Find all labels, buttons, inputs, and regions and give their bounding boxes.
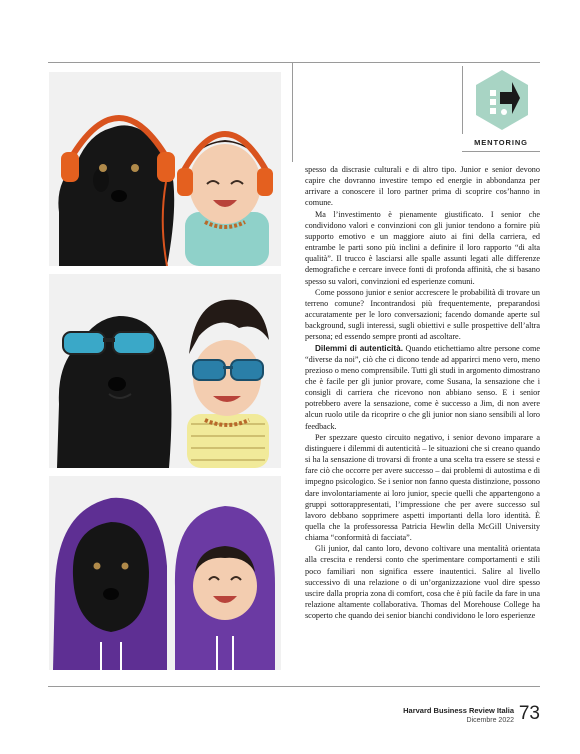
paragraph-4-text: Quando etichettiamo altre persone come “diverse da noi”, ciò che ci dicono tende ad apparirci meno vero, meno prezioso o meno comprensibile. Tutti gli studi in argomento dimostrano che è facile per gli junior provare, come Susana, la sensazione che i consigli di carriera che ricevono non abbiano senso. E i senior potrebbero avere la sensazione, come è successo a Jim, di non avere alcun ruolo utile da ricoprire o che gli junior non siano sensibili al loro feedback.	[305, 343, 540, 431]
badge-rule	[462, 66, 463, 134]
paragraph-5: Per spezzare questo circuito negativo, i senior devono imparare a distinguere i dilemmi di autenticità – le situazioni che si creano quando si ha la sensazione di trovarsi di fronte a una scelta tra essere se stessi e fare ciò che occorre per avere successo – dai problemi di autostima e di impegno psicologico. Se i senior non fanno questa distinzione, possono dare involontariamente ai loro junior, specie quelli che appartengono a gruppi sottorappresentati, l’impressione che per avere successo sul lavoro debbano sopprimere aspetti importanti della loro identità. È quella che la professoressa Patricia Hewlin della McGill University chiama “conformità di facciata”.	[305, 432, 540, 543]
paragraph-2: Ma l’investimento è pienamente giustificato. I senior che condividono valori e convinzioni con gli junior tendono a fornire più supporto emotivo e un maggiore aiuto ai fini della carriera, ed entrambe le parti sono più inclini a definire il loro rapporto “di alta qualità”. Il trucco è lasciarsi alle spalle assunti legati alle differenze demografiche e cercare invece fonti di profonda affinità, che si basano spesso su valori, convinzioni ed esperienze comuni.	[305, 209, 540, 286]
page-number: 73	[518, 703, 540, 724]
dog-and-baby-headphones-image	[49, 72, 281, 266]
paragraph-1: spesso da discrasie culturali e di altro tipo. Junior e senior devono capire che dovranno investire tempo ed energie in abbondanza per arrivare a conoscere il loro partner prima di scoprire cos’hanno in comune.	[305, 165, 540, 208]
issue-date: Dicembre 2022	[466, 717, 514, 724]
section-label: MENTORING	[474, 138, 528, 147]
dog-and-baby-sunglasses-image	[49, 274, 281, 468]
section-label-rule	[462, 151, 540, 152]
publication-name: Harvard Business Review Italia	[403, 706, 514, 715]
photo-headphones	[49, 72, 281, 266]
paragraph-3: Come possono junior e senior accrescere le probabilità di trovare un terreno comune? Incontrandosi più frequentemente, preparandosi accuratamente per le loro conversazioni; facendo domande aperte sul background, sugli interessi, sugli obiettivi e sulle prospettive dell’altra persona; ed essendo sempre pronti ad ascoltare.	[305, 287, 540, 342]
paragraph-6: Gli junior, dal canto loro, devono coltivare una mentalità orientata alla crescita e rendersi conto che sperimentare comportamenti e stili poco familiari non significa essere inautentici. Salire al livello successivo di una relazione o di un’organizzazione vuol dire spesso uscire dalla propria zona di comfort, cosa che è più facile da fare in una relazione altamente collaborativa. Thomas del Morehouse College ha scoperto che quando dei senior bianchi condividono le loro esperienze	[305, 544, 540, 621]
dog-and-baby-hoodies-image	[49, 476, 281, 670]
bottom-rule	[48, 686, 540, 687]
mentoring-hexagon-icon	[470, 68, 534, 137]
article-body	[305, 164, 540, 621]
photo-sunglasses	[49, 274, 281, 468]
column-rule	[292, 62, 293, 162]
runin-heading: Dilemmi di autenticità.	[315, 343, 403, 353]
paragraph-4	[305, 343, 540, 432]
top-rule	[48, 62, 540, 63]
photo-hoodies	[49, 476, 281, 670]
